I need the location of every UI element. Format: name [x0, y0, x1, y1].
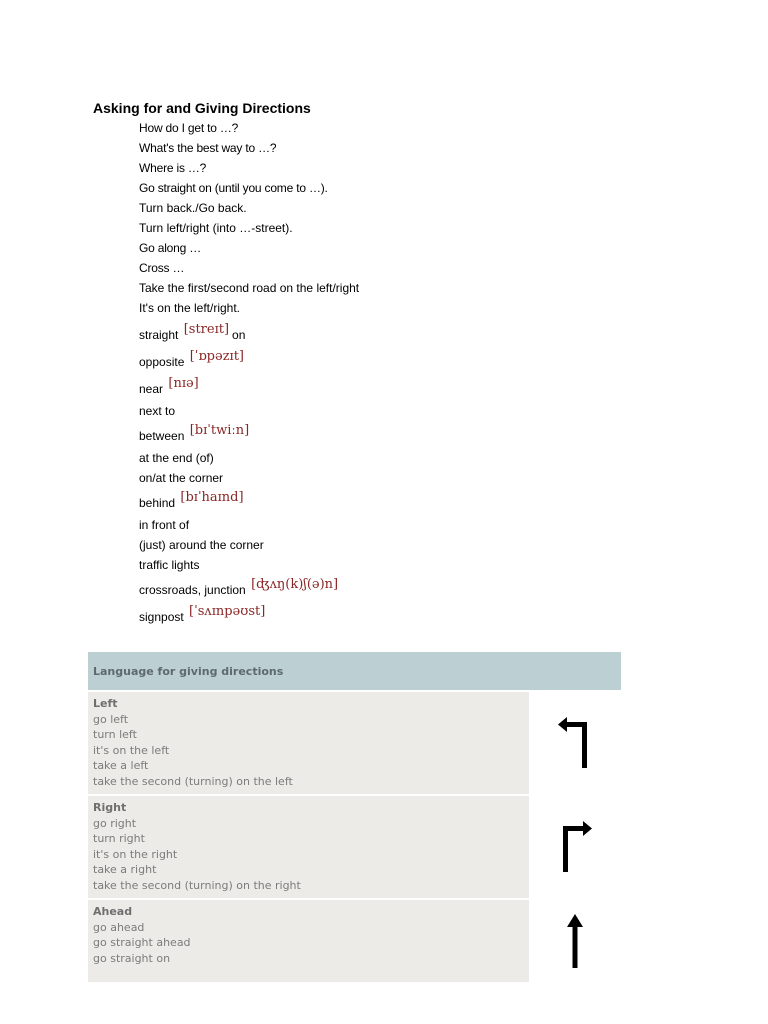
row-line: take the second (turning) on the left: [93, 774, 293, 788]
row-line: go straight ahead: [93, 936, 191, 949]
table-row-ahead: [88, 900, 621, 982]
vocab-pronunciation: [nɪə]: [168, 376, 199, 391]
row-line: it's on the left: [93, 743, 170, 757]
vocab-item: [139, 320, 559, 347]
phrase-item: Take the first/second road on the left/right: [139, 281, 360, 295]
vocab-pronunciation: [ˈɒpəzɪt]: [189, 349, 245, 364]
phrase-item: How do I get to …?: [139, 121, 239, 135]
row-line: go straight on: [93, 951, 171, 965]
phrase-item: Cross …: [139, 261, 185, 275]
vocab-word: in front of: [139, 518, 190, 532]
directions-table: [88, 652, 621, 984]
straight-ahead-arrow-icon: [560, 912, 590, 970]
row-label: Ahead: [93, 905, 133, 918]
vocab-pronunciation: [bɪˈhaɪnd]: [180, 490, 244, 505]
row-line: turn right: [93, 832, 145, 845]
vocab-word: traffic lights: [139, 558, 200, 572]
row-line: take the second (turning) on the right: [93, 878, 301, 892]
vocab-word-suffix: on: [232, 328, 246, 342]
table-row-right: [88, 796, 621, 898]
row-icon-cell: [529, 796, 621, 898]
row-line: go left: [93, 712, 129, 726]
vocab-word: signpost: [139, 610, 184, 624]
vocab-pronunciation: [bɪˈtwiːn]: [189, 423, 250, 438]
phrase-list: [139, 118, 559, 318]
phrase-item: Turn left/right (into …-street).: [139, 221, 293, 235]
vocab-item: [139, 515, 559, 535]
row-label: Right: [93, 801, 127, 814]
table-row-left: [88, 692, 621, 794]
vocab-item: [139, 401, 559, 421]
vocab-item: [139, 347, 559, 374]
vocab-item: [139, 555, 559, 575]
row-text: [88, 692, 529, 794]
table-header: Language for giving directions: [88, 652, 621, 690]
vocab-item: [139, 575, 559, 602]
row-label: Left: [93, 697, 118, 710]
phrase-item: Where is …?: [139, 161, 207, 175]
row-text: [88, 900, 529, 982]
phrase-item: It's on the left/right.: [139, 301, 241, 315]
row-line: turn left: [93, 728, 137, 741]
vocab-item: [139, 468, 559, 488]
vocabulary-list: [139, 320, 559, 629]
vocab-word: on/at the corner: [139, 471, 224, 485]
vocab-item: [139, 374, 559, 401]
vocab-word: opposite: [139, 355, 185, 369]
turn-right-arrow-icon: [555, 818, 595, 876]
row-text: [88, 796, 529, 898]
vocab-word: (just) around the corner: [139, 538, 264, 552]
phrase-item: Go along …: [139, 241, 202, 255]
vocab-word: next to: [139, 404, 176, 418]
row-icon-cell: [529, 900, 621, 982]
vocab-item: [139, 448, 559, 468]
phrase-item: Turn back./Go back.: [139, 201, 247, 215]
vocab-pronunciation: [ˈsʌɪnpəʊst]: [189, 604, 266, 619]
vocab-item: [139, 602, 559, 629]
row-line: it's on the right: [93, 847, 178, 861]
vocab-pronunciation: [streɪt]: [183, 322, 230, 337]
row-icon-cell: [529, 692, 621, 794]
vocab-word: between: [139, 429, 185, 443]
vocab-word: behind: [139, 496, 176, 510]
vocab-pronunciation: [ʤʌŋ(k)ʃ(ə)n]: [251, 577, 339, 592]
vocab-word: at the end (of): [139, 451, 214, 465]
turn-left-arrow-icon: [555, 714, 595, 772]
row-line: take a right: [93, 863, 157, 876]
vocab-item: [139, 535, 559, 555]
row-line: take a left: [93, 759, 149, 772]
vocab-item: [139, 421, 559, 448]
vocab-item: [139, 488, 559, 515]
vocab-word: crossroads, junction: [139, 583, 246, 597]
row-line: go right: [93, 816, 137, 830]
phrase-item: What's the best way to …?: [139, 141, 277, 155]
row-line: go ahead: [93, 920, 145, 934]
page-title: Asking for and Giving Directions: [93, 100, 311, 116]
vocab-word: straight: [139, 328, 179, 342]
phrase-item: Go straight on (until you come to …).: [139, 181, 328, 195]
vocab-word: near: [139, 382, 164, 396]
